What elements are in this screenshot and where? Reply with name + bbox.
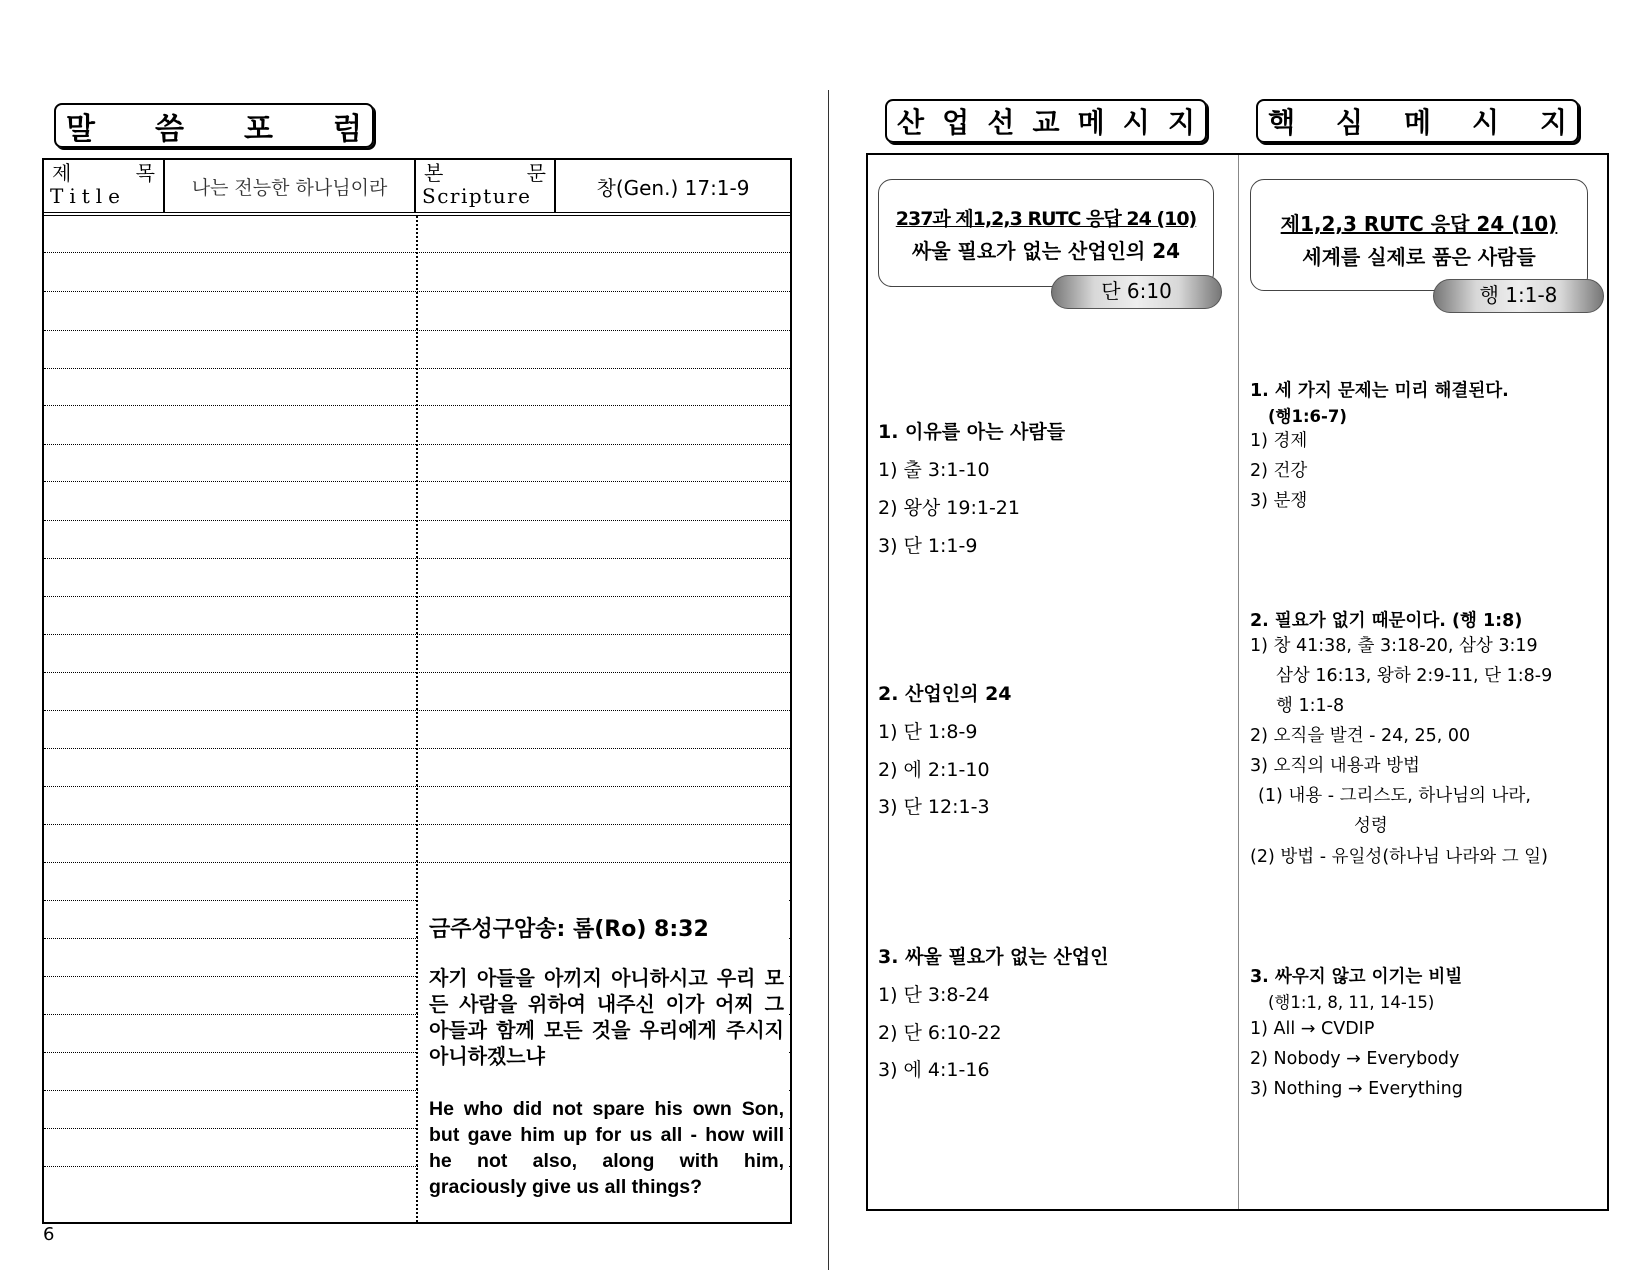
- section-title: 3. 싸울 필요가 없는 산업인: [878, 946, 1109, 968]
- header-char: 시: [1471, 106, 1500, 139]
- section-item: 1) 출 3:1-10: [878, 459, 990, 481]
- section-item: 2) 에 2:1-10: [878, 759, 990, 781]
- forum-header: [54, 103, 374, 148]
- header-char: 선: [987, 106, 1015, 139]
- core-title-box: [1250, 179, 1588, 291]
- core-section-item: 행 1:1-8: [1276, 696, 1345, 716]
- memory-verse-title: 금주성구암송: 롬(Ro) 8:32: [429, 917, 709, 942]
- core-title-line2: 세계를 실제로 품은 사람들: [1302, 245, 1536, 269]
- section-title: 1. 이유를 아는 사람들: [878, 421, 1066, 443]
- core-section-item: 성령: [1354, 816, 1388, 836]
- header-char: 말: [66, 111, 95, 147]
- header-char: 교: [1032, 106, 1060, 139]
- header-char: 업: [942, 106, 970, 139]
- core-section-item: 3) 오직의 내용과 방법: [1250, 756, 1420, 776]
- core-section-item: 2) 오직을 발견 - 24, 25, 00: [1250, 726, 1471, 746]
- core-section-title: 1. 세 가지 문제는 미리 해결된다.: [1250, 381, 1509, 401]
- core-section-item: 1) 경제: [1250, 431, 1308, 451]
- core-message-header: [1256, 99, 1579, 143]
- core-section-item: 3) Nothing → Everything: [1250, 1079, 1463, 1099]
- header-char: 시: [1122, 106, 1150, 139]
- section-item: 3) 단 1:1-9: [878, 535, 978, 557]
- title-label-en: Title: [50, 184, 127, 208]
- scripture-pill: 행 1:1-8: [1433, 279, 1604, 313]
- header-char: 산: [897, 106, 925, 139]
- message-panel: [866, 153, 1609, 1211]
- core-section-item: 3) 분쟁: [1250, 491, 1308, 511]
- message-title-box: [878, 179, 1214, 287]
- scripture-label-ko: 문: [526, 161, 546, 185]
- header-char: 럼: [333, 111, 362, 147]
- core-section-item: 1) 창 41:38, 출 3:18-20, 삼상 3:19: [1250, 636, 1538, 656]
- core-section-subtitle: (행1:6-7): [1268, 407, 1347, 426]
- core-section-item: 2) Nobody → Everybody: [1250, 1049, 1460, 1069]
- scripture-value-cell: [556, 160, 790, 212]
- header-char: 지: [1539, 106, 1567, 139]
- header-char: 메: [1077, 106, 1105, 139]
- scripture-label-ko: 본: [424, 161, 444, 185]
- core-section-subtitle: (행1:1, 8, 11, 14-15): [1268, 993, 1435, 1012]
- core-section-item: (1) 내용 - 그리스도, 하나님의 나라,: [1258, 786, 1531, 806]
- title-value-cell: [165, 160, 416, 212]
- section-item: 2) 단 6:10-22: [878, 1022, 1002, 1044]
- scripture-pill: 단 6:10: [1051, 275, 1222, 309]
- message-title-line1: 237과 제1,2,3 RUTC 응답 24 (10): [895, 208, 1197, 230]
- section-item: 3) 단 12:1-3: [878, 796, 990, 818]
- core-section-title: 3. 싸우지 않고 이기는 비빌: [1250, 967, 1463, 987]
- title-label-cell: [44, 160, 165, 212]
- memory-verse-english: He who did not spare his own Son, but gave him up for us all - how will he not also, along with him, graciously give us all things?: [429, 1098, 784, 1198]
- section-item: 1) 단 3:8-24: [878, 984, 990, 1006]
- title-row: [44, 160, 790, 216]
- core-section-item: 2) 건강: [1250, 461, 1308, 481]
- core-section-title: 2. 필요가 없기 때문이다. (행 1:8): [1250, 611, 1523, 631]
- title-label-ko: 제: [52, 161, 72, 185]
- section-item: 1) 단 1:8-9: [878, 721, 978, 743]
- scripture-value: 창(Gen.) 17:1-9: [596, 175, 750, 200]
- section-item: 3) 에 4:1-16: [878, 1059, 990, 1081]
- page-fold: [828, 90, 829, 1270]
- section-title: 2. 산업인의 24: [878, 683, 1012, 705]
- note-table: [42, 158, 792, 1224]
- industry-mission-header: [885, 99, 1207, 143]
- header-char: 포: [244, 111, 273, 147]
- core-section-item: 1) All → CVDIP: [1250, 1019, 1375, 1039]
- header-char: 지: [1167, 106, 1195, 139]
- header-char: 메: [1403, 106, 1432, 139]
- header-char: 씀: [155, 111, 184, 147]
- title-label-ko: 목: [135, 161, 155, 185]
- title-value: 나는 전능한 하나님이라: [191, 176, 388, 199]
- column-divider: [1238, 155, 1239, 1209]
- core-section-item: (2) 방법 - 유일성(하나님 나라와 그 일): [1250, 847, 1548, 867]
- header-char: 심: [1335, 106, 1364, 139]
- core-title-line1: 제1,2,3 RUTC 응답 24 (10): [1280, 212, 1558, 236]
- message-title-line2: 싸울 필요가 없는 산업인의 24: [911, 239, 1181, 263]
- core-section-item: 삼상 16:13, 왕하 2:9-11, 단 1:8-9: [1276, 666, 1553, 686]
- scripture-label-cell: [416, 160, 556, 212]
- page-number: 6: [43, 1224, 55, 1245]
- scripture-label-en: Scripture: [422, 184, 532, 208]
- section-item: 2) 왕상 19:1-21: [878, 497, 1020, 519]
- memory-verse-korean: 자기 아들을 아끼지 아니하시고 우리 모든 사람을 위하여 내주신 이가 어찌 그 아들과 함께 모든 것을 우리에게 주시지 아니하겠느냐: [429, 966, 784, 1068]
- header-char: 핵: [1268, 106, 1296, 139]
